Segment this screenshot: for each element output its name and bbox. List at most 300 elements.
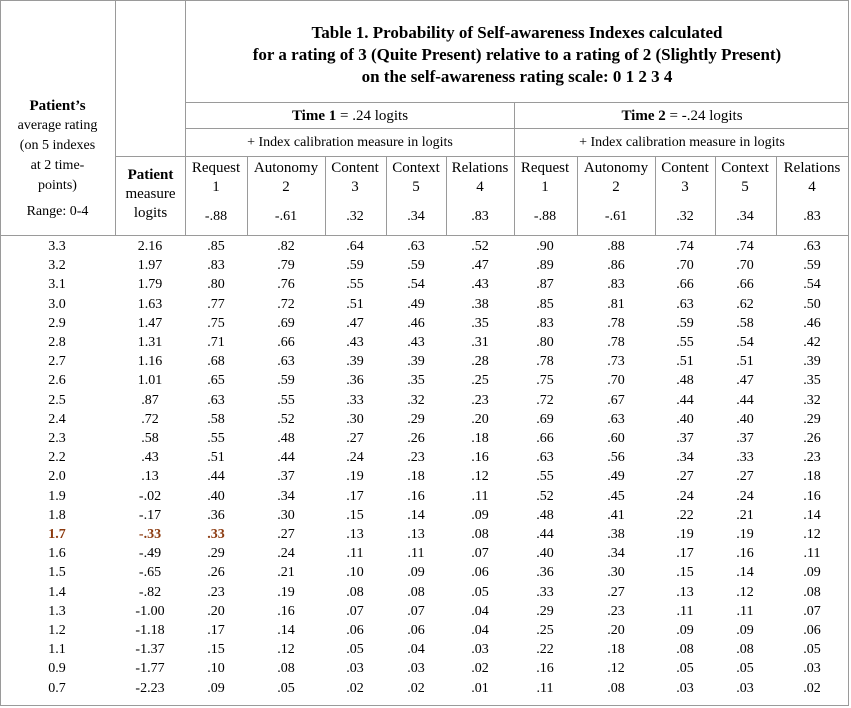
probability-cell: .54 [803, 277, 821, 293]
probability-cell: .26 [803, 431, 821, 446]
probability-cell: .05 [471, 584, 489, 600]
probability-cell: .06 [346, 623, 364, 638]
probability-cell: .36 [346, 373, 364, 389]
probability-cell: .70 [607, 373, 625, 389]
probability-cell: .42 [803, 335, 821, 350]
probability-cell: .05 [277, 680, 295, 696]
average-rating-cell: 2.9 [48, 315, 66, 331]
probability-cell: .07 [346, 603, 364, 619]
probability-cell: .33 [736, 450, 754, 466]
probability-cell: .29 [803, 411, 821, 427]
patient-measure-cell: 1.16 [137, 354, 163, 370]
patient-rating-header [0, 96, 115, 222]
probability-cell: .03 [736, 680, 754, 696]
probability-cell: .59 [277, 373, 295, 389]
probability-cell: .47 [471, 258, 489, 274]
probability-cell: .60 [607, 431, 625, 446]
probability-cell: .40 [207, 488, 225, 504]
average-rating-cell: 3.0 [48, 296, 66, 312]
average-rating-cell: 2.0 [48, 469, 66, 485]
index-header [513, 159, 577, 197]
probability-cell: .25 [471, 373, 489, 389]
index-calibration: .83 [471, 209, 489, 224]
probability-cell: .15 [676, 565, 694, 581]
probability-cell: .40 [676, 411, 694, 427]
probability-cell: .23 [407, 450, 425, 466]
index-name: Autonomy [253, 160, 319, 176]
probability-cell: .22 [536, 642, 554, 658]
probability-cell: .81 [607, 296, 625, 312]
probability-cell: .85 [207, 239, 225, 254]
divider [185, 128, 849, 129]
probability-cell: .14 [803, 507, 821, 523]
probability-cell: .25 [536, 623, 554, 638]
probability-cell: .36 [536, 565, 554, 581]
probability-cell: .28 [471, 354, 489, 370]
patient-measure-cell: -.65 [138, 565, 162, 581]
probability-cell: .02 [346, 680, 364, 696]
probability-cell: .45 [607, 488, 625, 504]
patient-measure-cell: 1.97 [137, 258, 163, 274]
probability-cell: .24 [736, 488, 754, 504]
probability-cell: .37 [676, 431, 694, 446]
probability-cell: .03 [346, 661, 364, 677]
probability-cell: .59 [676, 315, 694, 331]
probability-cell: .49 [607, 469, 625, 485]
probability-cell: .78 [607, 335, 625, 350]
probability-cell: .83 [536, 315, 554, 331]
index-header [246, 159, 326, 197]
probability-cell: .14 [277, 623, 295, 638]
probability-cell: .44 [736, 392, 754, 408]
probability-cell: .03 [471, 642, 489, 658]
probability-cell: .09 [803, 565, 821, 581]
probability-cell: .54 [736, 335, 754, 350]
probability-cell: .78 [607, 315, 625, 331]
probability-cell: .55 [277, 392, 295, 408]
probability-cell: .08 [607, 680, 625, 696]
index-number: 1 [541, 179, 549, 195]
patient-measure-title: Patient [127, 167, 174, 183]
probability-cell: .30 [607, 565, 625, 581]
patient-measure-cell: 2.16 [137, 239, 163, 254]
index-name: Context [721, 160, 769, 176]
time2-label: Time 2 [621, 108, 666, 124]
probability-cell: .66 [676, 277, 694, 293]
index-calibration: .34 [736, 209, 754, 224]
probability-cell: .12 [277, 642, 295, 658]
probability-cell: .43 [471, 277, 489, 293]
probability-cell: .03 [407, 661, 425, 677]
average-rating-cell: 2.2 [48, 450, 66, 466]
probability-cell: .24 [346, 450, 364, 466]
probability-cell: .44 [536, 527, 554, 542]
table-title [186, 22, 848, 88]
probability-cell: .46 [803, 315, 821, 331]
probability-cell: .27 [277, 527, 295, 542]
probability-cell: .11 [346, 546, 364, 562]
probability-cell: .16 [803, 488, 821, 504]
average-rating-cell: 1.9 [48, 488, 66, 504]
probability-cell: .35 [803, 373, 821, 389]
probability-cell: .12 [471, 469, 489, 485]
average-rating-cell: 3.3 [48, 239, 66, 254]
index-header [323, 159, 387, 197]
probability-cell: .08 [736, 642, 754, 658]
probability-cell: .85 [536, 296, 554, 312]
index-name: Relations [783, 160, 841, 176]
probability-cell: .79 [277, 258, 295, 274]
patient-measure-header [116, 166, 185, 223]
probability-cell: .16 [277, 603, 295, 619]
average-rating-cell: 1.1 [48, 642, 66, 658]
probability-cell: .35 [407, 373, 425, 389]
probability-cell: .52 [277, 411, 295, 427]
probability-cell: .48 [536, 507, 554, 523]
patient-rating-title: Patient’s [29, 98, 86, 114]
probability-cell: .51 [207, 450, 225, 466]
probability-cell: .15 [346, 507, 364, 523]
probability-cell: .05 [736, 661, 754, 677]
probability-cell: .05 [676, 661, 694, 677]
patient-measure-line: measure [125, 186, 176, 202]
probability-cell: .88 [607, 239, 625, 254]
index-number: 3 [681, 179, 689, 195]
probability-cell: .19 [676, 527, 694, 542]
probability-cell: .58 [736, 315, 754, 331]
index-calibration: .34 [407, 209, 425, 224]
probability-cell: .12 [803, 527, 821, 542]
probability-cell: .08 [803, 584, 821, 600]
index-number: 3 [351, 179, 359, 195]
probability-cell: .11 [536, 680, 554, 696]
index-name: Content [331, 160, 379, 176]
probability-cell: .63 [607, 411, 625, 427]
probability-cell: .69 [277, 315, 295, 331]
probability-cell: .55 [536, 469, 554, 485]
probability-cell: .11 [407, 546, 425, 562]
probability-cell: .03 [676, 680, 694, 696]
probability-cell: .13 [346, 527, 364, 542]
average-rating-cell: 2.5 [48, 392, 66, 408]
patient-measure-cell: -.82 [138, 584, 162, 600]
probability-cell: .11 [803, 546, 821, 562]
probability-cell: .09 [407, 565, 425, 581]
probability-cell: .01 [471, 680, 489, 696]
time2-header [515, 107, 849, 125]
probability-cell: .47 [346, 315, 364, 331]
index-name: Context [392, 160, 440, 176]
probability-cell: .73 [607, 354, 625, 370]
patient-measure-cell: 1.47 [137, 315, 163, 331]
average-rating-cell: 3.1 [48, 277, 66, 293]
index-header [775, 159, 849, 197]
divider [185, 102, 849, 103]
probability-cell: .83 [607, 277, 625, 293]
probability-cell: .17 [207, 623, 225, 638]
probability-cell: .06 [407, 623, 425, 638]
probability-cell: .38 [607, 527, 625, 542]
average-rating-cell: 3.2 [48, 258, 66, 274]
probability-cell: .08 [676, 642, 694, 658]
average-rating-cell: 2.8 [48, 335, 66, 350]
probability-cell: .32 [803, 392, 821, 408]
patient-measure-cell: -1.18 [135, 623, 165, 638]
probability-cell: .75 [536, 373, 554, 389]
probability-cell: .16 [407, 488, 425, 504]
probability-cell: .35 [471, 315, 489, 331]
probability-cell: .14 [407, 507, 425, 523]
probability-cell: .74 [736, 239, 754, 254]
probability-cell: .39 [346, 354, 364, 370]
patient-measure-cell: 1.01 [137, 373, 163, 389]
average-rating-cell: 2.6 [48, 373, 66, 389]
index-number: 5 [412, 179, 420, 195]
probability-cell: .56 [607, 450, 625, 466]
probability-cell: .72 [536, 392, 554, 408]
probability-cell: .47 [736, 373, 754, 389]
average-rating-cell: 2.4 [48, 411, 66, 427]
probability-cell: .34 [676, 450, 694, 466]
probability-cell: .51 [676, 354, 694, 370]
probability-cell: .74 [676, 239, 694, 254]
patient-measure-cell: 1.79 [137, 277, 163, 293]
probability-cell: .67 [607, 392, 625, 408]
probability-cell: .83 [207, 258, 225, 274]
probability-cell: .66 [536, 431, 554, 446]
patient-measure-cell: 1.63 [137, 296, 163, 312]
probability-cell: .43 [407, 335, 425, 350]
probability-cell: .20 [207, 603, 225, 619]
index-header [576, 159, 656, 197]
probability-cell: .86 [607, 258, 625, 274]
average-rating-cell: 1.6 [48, 546, 66, 562]
probability-cell: .33 [536, 584, 554, 600]
probability-cell: .40 [536, 546, 554, 562]
index-calibration: -.88 [204, 209, 228, 224]
probability-cell: .17 [346, 488, 364, 504]
index-header [385, 159, 447, 197]
probability-cell: .07 [407, 603, 425, 619]
probability-cell: .21 [736, 507, 754, 523]
index-calibration: .83 [803, 209, 821, 224]
patient-measure-cell: .13 [141, 469, 159, 485]
probability-cell: .48 [676, 373, 694, 389]
probability-cell: .63 [407, 239, 425, 254]
probability-cell: .66 [736, 277, 754, 293]
probability-cell: .76 [277, 277, 295, 293]
probability-cell: .16 [471, 450, 489, 466]
probability-cell: .24 [277, 546, 295, 562]
probability-cell: .78 [536, 354, 554, 370]
index-number: 4 [476, 179, 484, 195]
index-name: Request [520, 160, 570, 176]
probability-cell: .26 [207, 565, 225, 581]
probability-cell: .09 [207, 680, 225, 696]
probability-cell: .59 [803, 258, 821, 274]
probability-cell: .32 [407, 392, 425, 408]
probability-cell: .49 [407, 296, 425, 312]
probability-cell: .10 [346, 565, 364, 581]
probability-cell: .72 [277, 296, 295, 312]
probability-cell: .19 [346, 469, 364, 485]
probability-cell: .11 [676, 603, 694, 619]
index-calibration: .32 [346, 209, 364, 224]
patient-rating-line: (on 5 indexes [19, 138, 96, 153]
probability-cell: .09 [676, 623, 694, 638]
probability-cell: .80 [207, 277, 225, 293]
probability-cell: .82 [277, 239, 295, 254]
average-rating-cell: 0.9 [48, 661, 66, 677]
patient-measure-cell: -1.77 [135, 661, 165, 677]
average-rating-cell: 2.3 [48, 431, 66, 446]
probability-cell: .64 [346, 239, 364, 254]
probability-cell: .37 [277, 469, 295, 485]
time1-header [186, 107, 514, 125]
probability-cell: .63 [676, 296, 694, 312]
probability-cell: .58 [207, 411, 225, 427]
probability-cell: .27 [676, 469, 694, 485]
probability-cell: .63 [536, 450, 554, 466]
patient-measure-cell: -.17 [138, 507, 162, 523]
average-rating-cell: 1.7 [48, 527, 66, 542]
probability-cell: .27 [607, 584, 625, 600]
probability-cell: .90 [536, 239, 554, 254]
probability-cell: .33 [207, 527, 225, 542]
probability-cell: .23 [803, 450, 821, 466]
probability-cell: .38 [471, 296, 489, 312]
probability-cell: .22 [676, 507, 694, 523]
probability-cell: .19 [736, 527, 754, 542]
probability-cell: .63 [277, 354, 295, 370]
probability-cell: .41 [607, 507, 625, 523]
probability-cell: .10 [207, 661, 225, 677]
probability-cell: .09 [471, 507, 489, 523]
average-rating-cell: 0.7 [48, 680, 66, 696]
average-rating-cell: 1.4 [48, 584, 66, 600]
index-calibration: -.61 [604, 209, 628, 224]
index-number: 5 [741, 179, 749, 195]
average-rating-cell: 1.3 [48, 603, 66, 619]
index-header [445, 159, 515, 197]
index-name: Request [191, 160, 241, 176]
probability-cell: .75 [207, 315, 225, 331]
patient-rating-line: points) [38, 178, 77, 193]
index-number: 2 [612, 179, 620, 195]
title-line-3: on the self-awareness rating scale: 0 1 2 3 4 [361, 67, 673, 86]
probability-cell: .65 [207, 373, 225, 389]
patient-measure-cell: .58 [141, 431, 159, 446]
probability-cell: .51 [346, 296, 364, 312]
average-rating-cell: 1.8 [48, 507, 66, 523]
index-name: Autonomy [583, 160, 649, 176]
probability-cell: .12 [607, 661, 625, 677]
probability-cell: .15 [207, 642, 225, 658]
probability-cell: .08 [277, 661, 295, 677]
probability-cell: .80 [536, 335, 554, 350]
index-number: 1 [212, 179, 220, 195]
probability-cell: .29 [536, 603, 554, 619]
probability-cell: .33 [346, 392, 364, 408]
probability-cell: .06 [803, 623, 821, 638]
probability-cell: .43 [346, 335, 364, 350]
probability-cell: .39 [803, 354, 821, 370]
probability-cell: .29 [207, 546, 225, 562]
time1-value: = .24 logits [336, 108, 409, 124]
probability-cell: .08 [346, 584, 364, 600]
probability-cell: .29 [407, 411, 425, 427]
probability-cell: .36 [207, 507, 225, 523]
probability-cell: .52 [536, 488, 554, 504]
probability-cell: .31 [471, 335, 489, 350]
time2-value: = -.24 logits [665, 108, 743, 124]
probability-cell: .77 [207, 296, 225, 312]
index-calibration: -.88 [533, 209, 557, 224]
probability-cell: .44 [676, 392, 694, 408]
patient-measure-cell: -2.23 [135, 680, 165, 696]
probability-cell: .02 [407, 680, 425, 696]
probability-cell: .02 [803, 680, 821, 696]
probability-cell: .48 [277, 431, 295, 446]
probability-cell: .23 [607, 603, 625, 619]
probability-cell: .59 [407, 258, 425, 274]
average-rating-cell: 1.5 [48, 565, 66, 581]
probability-cell: .23 [471, 392, 489, 408]
probability-cell: .04 [471, 623, 489, 638]
average-rating-cell: 1.2 [48, 623, 66, 638]
probability-cell: .03 [803, 661, 821, 677]
probability-cell: .40 [736, 411, 754, 427]
probability-cell: .18 [607, 642, 625, 658]
index-header [654, 159, 716, 197]
probability-cell: .24 [676, 488, 694, 504]
probability-cell: .27 [346, 431, 364, 446]
probability-cell: .69 [536, 411, 554, 427]
probability-cell: .17 [676, 546, 694, 562]
probability-cell: .50 [803, 296, 821, 312]
patient-measure-cell: -1.37 [135, 642, 165, 658]
probability-cell: .20 [607, 623, 625, 638]
index-calibration: .32 [676, 209, 694, 224]
probability-cell: .70 [676, 258, 694, 274]
probability-cell: .07 [471, 546, 489, 562]
patient-measure-line: logits [133, 205, 168, 221]
probability-cell: .66 [277, 335, 295, 350]
probability-cell: .63 [803, 239, 821, 254]
probability-cell: .37 [736, 431, 754, 446]
probability-cell: .08 [471, 527, 489, 542]
probability-cell: .16 [736, 546, 754, 562]
patient-rating-line: average rating [17, 118, 98, 133]
time2-subheader: + Index calibration measure in logits [579, 135, 785, 150]
divider [115, 156, 849, 157]
average-rating-cell: 2.7 [48, 354, 66, 370]
probability-cell: .20 [471, 411, 489, 427]
probability-cell: .06 [471, 565, 489, 581]
probability-cell: .59 [346, 258, 364, 274]
divider [0, 235, 849, 236]
title-line-1: Table 1. Probability of Self-awareness Indexes calculated [311, 23, 723, 42]
probability-cell: .30 [277, 507, 295, 523]
patient-measure-cell: 1.31 [137, 335, 163, 350]
probability-cell: .09 [736, 623, 754, 638]
probability-cell: .05 [346, 642, 364, 658]
patient-rating-range: Range: 0-4 [26, 204, 89, 219]
probability-cell: .13 [676, 584, 694, 600]
probability-cell: .07 [803, 603, 821, 619]
index-header [714, 159, 776, 197]
probability-cell: .55 [207, 431, 225, 446]
